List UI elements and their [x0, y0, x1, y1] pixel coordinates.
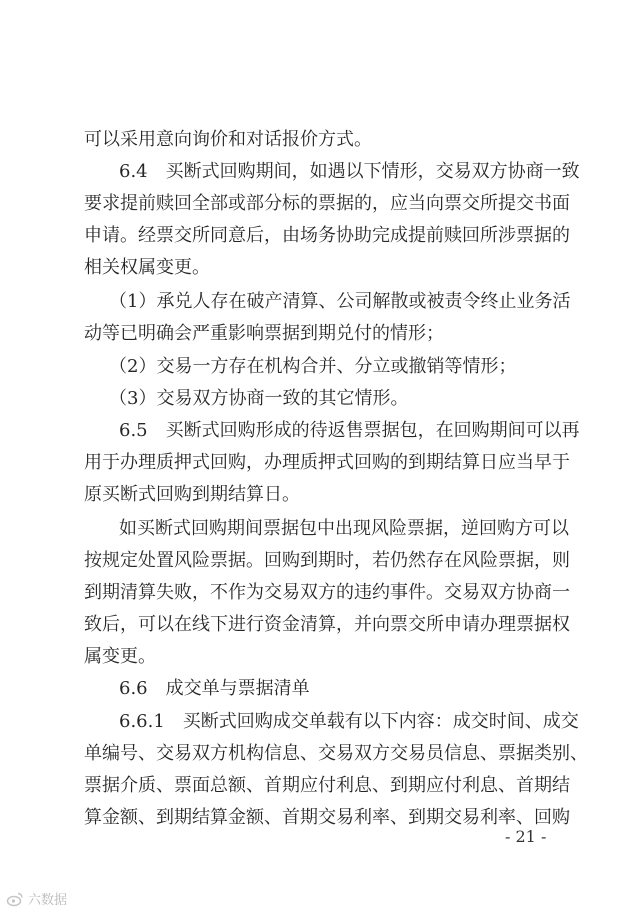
text-line-4: 申请。经票交所同意后，由场务协助完成提前赎回所涉票据的 [84, 225, 570, 246]
watermark-text: 六数据 [28, 893, 68, 908]
text-line-17: 属变更。 [84, 646, 156, 667]
text-line-12: 原买断式回购到期结算日。 [84, 484, 300, 505]
text-line-19: 6.6.1 买断式回购成交单载有以下内容：成交时间、成交 [119, 711, 579, 732]
text-line-3: 要求提前赎回全部或部分标的票据的，应当向票交所提交书面 [84, 193, 570, 214]
text-line-9: （3）交易双方协商一致的其它情形。 [109, 388, 409, 409]
text-line-20: 单编号、交易双方机构信息、交易双方交易员信息、票据类别、 [84, 743, 588, 764]
watermark [6, 889, 67, 908]
text-line-1: 可以采用意向询价和对话报价方式。 [84, 129, 372, 150]
section-heading-6-6: 6.6 成交单与票据清单 [119, 678, 310, 699]
weibo-logo-icon [6, 891, 24, 907]
text-line-8: （2）交易一方存在机构合并、分立或撤销等情形； [109, 356, 517, 377]
page-number: - 21 - [505, 827, 547, 846]
text-line-10: 6.5 买断式回购形成的待返售票据包，在回购期间可以再 [119, 420, 580, 441]
text-line-6: （1）承兑人存在破产清算、公司解散或被责令终止业务活 [109, 291, 571, 312]
text-line-21: 票据介质、票面总额、首期应付利息、到期应付利息、首期结 [84, 775, 570, 796]
text-line-2: 6.4 买断式回购期间，如遇以下情形，交易双方协商一致 [119, 161, 580, 182]
text-line-13: 如买断式回购期间票据包中出现风险票据，逆回购方可以 [119, 518, 569, 539]
text-line-15: 到期清算失败，不作为交易双方的违约事件。交易双方协商一 [84, 582, 570, 603]
text-line-14: 按规定处置风险票据。回购到期时，若仍然存在风险票据，则 [84, 550, 570, 571]
text-line-7: 动等已明确会严重影响票据到期兑付的情形； [84, 323, 444, 344]
text-line-16: 致后，可以在线下进行资金清算，并向票交所申请办理票据权 [84, 614, 570, 635]
text-line-5: 相关权属变更。 [84, 257, 210, 278]
text-line-22: 算金额、到期结算金额、首期交易利率、到期交易利率、回购 [84, 807, 570, 828]
text-line-11: 用于办理质押式回购，办理质押式回购的到期结算日应当早于 [84, 452, 570, 473]
